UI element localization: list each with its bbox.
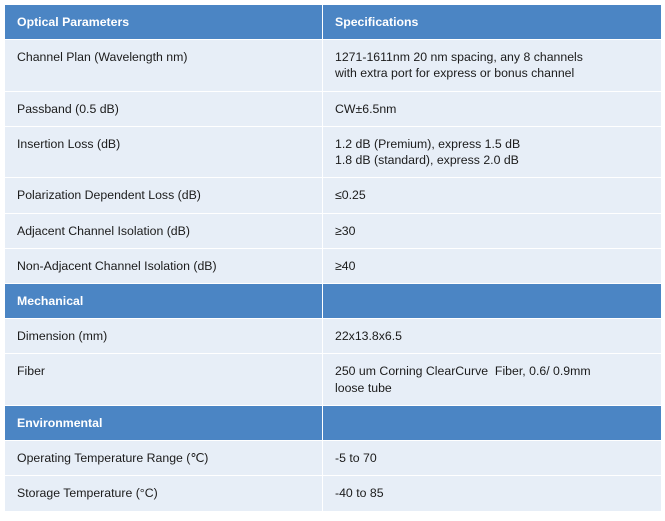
value-line: ≥30 [335, 223, 356, 238]
specification-value [323, 476, 662, 511]
table-row [5, 354, 662, 405]
parameter-label: Non-Adjacent Channel Isolation (dB) [5, 248, 323, 283]
value-line: -40 to 85 [335, 486, 384, 501]
parameter-label: Polarization Dependent Loss (dB) [5, 178, 323, 213]
table-row [5, 441, 662, 476]
specification-value [323, 319, 662, 354]
table-row [5, 40, 662, 91]
section-value-cell [323, 283, 662, 318]
parameter-label: Operating Temperature Range (℃) [5, 441, 323, 476]
parameter-label: Adjacent Channel Isolation (dB) [5, 213, 323, 248]
table-body [5, 5, 662, 512]
specification-value [323, 354, 662, 405]
specifications-table [4, 4, 662, 512]
specification-value [323, 213, 662, 248]
parameter-label: Insertion Loss (dB) [5, 126, 323, 177]
table-row [5, 319, 662, 354]
section-label: Mechanical [5, 283, 323, 318]
value-line: 1.2 dB (Premium), express 1.5 dB [335, 136, 521, 151]
value-line: loose tube [335, 380, 392, 395]
value-line: ≥40 [335, 258, 356, 273]
value-line: 1271-1611nm 20 nm spacing, any 8 channels [335, 50, 583, 65]
parameter-label: Fiber [5, 354, 323, 405]
value-line: CW±6.5nm [335, 101, 397, 116]
table-section-row [5, 283, 662, 318]
parameter-label: Channel Plan (Wavelength nm) [5, 40, 323, 91]
parameter-label: Dimension (mm) [5, 319, 323, 354]
table-row [5, 476, 662, 511]
specification-value [323, 441, 662, 476]
table-row [5, 126, 662, 177]
value-line: -5 to 70 [335, 451, 377, 466]
value-line: 22x13.8x6.5 [335, 329, 403, 344]
parameter-label: Passband (0.5 dB) [5, 91, 323, 126]
specification-value [323, 248, 662, 283]
table-row [5, 213, 662, 248]
header-cell-parameters: Optical Parameters [5, 5, 323, 40]
table-row [5, 178, 662, 213]
section-value-cell [323, 405, 662, 440]
table-row [5, 91, 662, 126]
table-section-row [5, 405, 662, 440]
header-cell-specifications: Specifications [323, 5, 662, 40]
specification-value [323, 40, 662, 91]
section-label: Environmental [5, 405, 323, 440]
value-line: ≤0.25 [335, 188, 366, 203]
value-line: 1.8 dB (standard), express 2.0 dB [335, 153, 519, 168]
specification-value [323, 91, 662, 126]
specification-value [323, 178, 662, 213]
table-row [5, 248, 662, 283]
parameter-label: Storage Temperature (°C) [5, 476, 323, 511]
value-line: 250 um Corning ClearCurve Fiber, 0.6/ 0.9mm [335, 364, 591, 379]
table-header-row [5, 5, 662, 40]
value-line: with extra port for express or bonus channel [335, 66, 575, 81]
specification-value [323, 126, 662, 177]
